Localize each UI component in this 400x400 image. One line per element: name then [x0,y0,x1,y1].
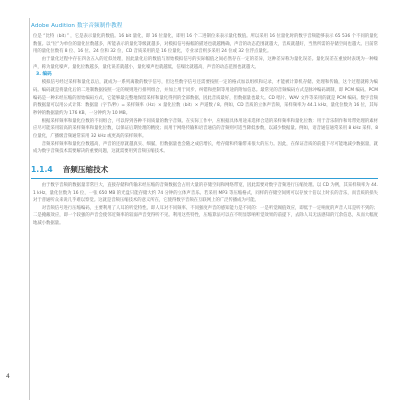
running-header: Adobe Audition 数字音频制作教程 [31,23,123,29]
page-content [33,33,378,228]
paragraph-parameter-choice: 根据采样频率和量化位数的不同组合，可以得到各种不同质量的数字音频。在实际工作中，应根据具体用途来选择合适的采样频率和量化位数：用于音乐制作和母带处理的素材应尽可能采用较高的采样频率和量化位数，以保证后期处理的精度；而用于网络传输和语音通信的音频则可适当降低参数，以减少数据量。例如，语音通信通常采用 8 kHz 采样、8 位量化，广播级音频通常采用 32 kHz 或更高的采样频率。 [33,118,378,139]
section-title: 音频压缩技术 [62,164,109,174]
section-number: 1.1.4 [31,164,53,174]
paragraph-quantization-bits: 位是 “比特（bit）” ，它是表示量化的数值。16 bit 量化，即 16 位量化，即用 16 个二进制位来表示量化数值。所以采用 16 位量化时的数字音频能够表示 65 536 个不同的量化数值。以“位”为单位的量化位数越多，所能表示的量化等级就越多，对模拟信号振幅的描述也就越精确，声音的动态范围就越大，音质就越好，当然所需的存储空间也越大。目前常用的量化位数有 8 位、16 位、24 位和 32 位，CD 音质采用的是 16 位量化，专业录音则多采用 24 位或 32 位浮点量化。 [33,34,378,55]
paragraph-quantization-noise: 由于量化过程中存在四舍五入的近似处理，因此量化后的数值与原始模拟信号的实际幅值之间必然存在一定的差异，这种差异称为量化误差。量化误差在重放时表现为一种噪声，称为量化噪声。量化位数越多，量化误差就越小，量化噪声也就越低，信噪比就越高，声音的动态范围也就越大。 [33,56,378,70]
paragraph-compression-intro: 由于数字音频的数据量非常巨大，直接存储和传输未经压缩的音频数据会占用大量的存储空间和网络带宽，因此需要对数字音频进行压缩处理。以 CD 为例，其采样频率为 44.1 kHz，量化位数为 16 位，一张 650 MB 的光盘只能存储大约 74 分钟的立体声音乐。若采用 MP3 等压缩格式，同样的存储空间则可以存放十倍以上时长的音乐，而音质的损失对于普通听众来说几乎难以察觉。这就是音频压缩技术的意义所在，它使得数字音频在互联网上的广泛传播成为可能。 [33,182,378,204]
margin-rule [29,18,30,400]
page-number: 4 [6,373,10,380]
paragraph-encoding: 模拟信号经过采样和量化以后，就成为一系列离散的数字信号，但这些数字信号还需要按照一定的格式加以组织和记录，才能被计算机存储、处理和传输，这个过程就称为编码。编码就是将量化后的二进制数据按照一定的规则进行排列组合，并加上用于同步、纠错和控制等用途的附加信息。最常见的音频编码方式是脉冲编码调制，即 PCM 编码。PCM 编码是一种未经压缩的原始编码方式，它能够最完整地保留采样和量化得到的全部数据，因此音质最好，但数据量也最大。CD 唱片、WAV 文件等采用的就是 PCM 编码。数字音频的数据量可以用公式计算：数据量（字节/秒）= 采样频率（Hz）× 量化位数（bit）× 声道数 / 8。例如，CD 音质的立体声音频，采样频率为 44.1 kHz，量化位数为 16 位，其每秒钟的数据量约为 176 KB，一分钟约为 10 MB。 [33,80,378,116]
paragraph-hearing-characteristics: 对音频信号进行压缩编码，主要利用了人耳的听觉特性。即人耳对不同频率、不同强度声音的感知能力是不同的：一是听觉阈值效应，即低于一定响度的声音人耳是听不到的；二是掩蔽效应，即一个较强的声音会使邻近频率的较弱声音变得听不见。利用这些特性，压缩算法可以在不明显影响听觉效果的前提下，去除人耳无法感知的冗余信息，从而大幅度地减小数据量。 [33,205,378,227]
paragraph-compression-need: 音频采样频率和量化位数越高，声音的还原就越真实、细腻，但数据量也会随之成倍增长，给存储和传输带来很大的压力。因此，在保证音质的前提下尽可能地减少数据量，就成为数字音频技术需要解决的重要问题，这就需要用到音频压缩技术。 [33,141,378,155]
section-heading [31,157,378,179]
subheading-encoding: 3. 编码 [36,72,52,78]
